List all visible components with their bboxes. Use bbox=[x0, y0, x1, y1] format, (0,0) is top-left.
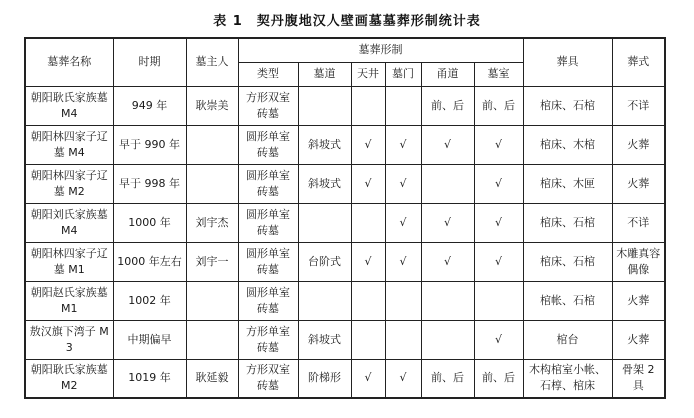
check-mark-cell: √ bbox=[351, 242, 385, 281]
table-cell: 火葬 bbox=[612, 320, 665, 359]
table-row bbox=[25, 86, 665, 125]
table-cell: 不详 bbox=[612, 203, 665, 242]
check-mark-cell: √ bbox=[385, 242, 421, 281]
table-cell: 棺床、石棺 bbox=[523, 86, 612, 125]
table-cell: 前、后 bbox=[474, 86, 523, 125]
check-mark-cell: √ bbox=[421, 242, 474, 281]
table-cell: 棺床、石棺 bbox=[523, 242, 612, 281]
table-cell: 前、后 bbox=[474, 359, 523, 398]
check-mark-cell: √ bbox=[474, 320, 523, 359]
table-cell: 棺床、木棺 bbox=[523, 125, 612, 164]
check-mark-cell: √ bbox=[351, 164, 385, 203]
check-mark-cell: √ bbox=[385, 164, 421, 203]
table-cell: 木构棺室小帐、石椁、棺床 bbox=[523, 359, 612, 398]
table-cell bbox=[298, 281, 351, 320]
table-cell: 耿延毅 bbox=[186, 359, 238, 398]
table-cell: 1002 年 bbox=[113, 281, 186, 320]
table-cell: 朝阳林四家子辽墓 M1 bbox=[25, 242, 113, 281]
header-form-group: 墓葬形制 bbox=[238, 38, 523, 62]
table-cell bbox=[186, 320, 238, 359]
table-cell: 朝阳耿氏家族墓 M2 bbox=[25, 359, 113, 398]
check-mark-cell: √ bbox=[385, 359, 421, 398]
table-cell: 斜坡式 bbox=[298, 320, 351, 359]
statistics-table bbox=[24, 37, 666, 399]
table-cell bbox=[298, 203, 351, 242]
header-form-skylight: 天井 bbox=[351, 62, 385, 86]
table-cell: 木雕真容偶像 bbox=[612, 242, 665, 281]
table-cell bbox=[421, 281, 474, 320]
table-cell bbox=[351, 281, 385, 320]
header-form-corridor: 甬道 bbox=[421, 62, 474, 86]
header-row-1 bbox=[25, 38, 665, 62]
header-burial-style: 葬式 bbox=[612, 38, 665, 86]
check-mark-cell: √ bbox=[421, 125, 474, 164]
header-owner: 墓主人 bbox=[186, 38, 238, 86]
table-cell: 棺床、木匣 bbox=[523, 164, 612, 203]
table-row bbox=[25, 242, 665, 281]
table-cell: 方形双室砖墓 bbox=[238, 359, 298, 398]
table-cell: 刘宇杰 bbox=[186, 203, 238, 242]
table-cell: 棺帐、石棺 bbox=[523, 281, 612, 320]
table-cell: 方形双室砖墓 bbox=[238, 86, 298, 125]
header-form-passage: 墓道 bbox=[298, 62, 351, 86]
header-tomb-name: 墓葬名称 bbox=[25, 38, 113, 86]
table-cell bbox=[186, 164, 238, 203]
table-cell: 1000 年 bbox=[113, 203, 186, 242]
header-form-chamber: 墓室 bbox=[474, 62, 523, 86]
table-cell: 圆形单室砖墓 bbox=[238, 125, 298, 164]
table-row bbox=[25, 281, 665, 320]
table-cell: 火葬 bbox=[612, 164, 665, 203]
table-cell bbox=[385, 281, 421, 320]
table-title: 表 1 契丹腹地汉人壁画墓墓葬形制统计表 bbox=[213, 14, 481, 29]
check-mark-cell: √ bbox=[351, 359, 385, 398]
table-cell: 圆形单室砖墓 bbox=[238, 164, 298, 203]
table-cell: 棺床、石棺 bbox=[523, 203, 612, 242]
table-row bbox=[25, 203, 665, 242]
table-cell: 早于 998 年 bbox=[113, 164, 186, 203]
table-cell: 朝阳林四家子辽墓 M4 bbox=[25, 125, 113, 164]
table-body bbox=[25, 86, 665, 398]
table-cell: 棺台 bbox=[523, 320, 612, 359]
table-cell bbox=[298, 86, 351, 125]
table-cell: 斜坡式 bbox=[298, 164, 351, 203]
table-cell: 斜坡式 bbox=[298, 125, 351, 164]
check-mark-cell: √ bbox=[474, 203, 523, 242]
table-cell bbox=[385, 86, 421, 125]
table-cell: 圆形单室砖墓 bbox=[238, 203, 298, 242]
table-cell: 刘宇一 bbox=[186, 242, 238, 281]
table-cell bbox=[474, 281, 523, 320]
header-form-gate: 墓门 bbox=[385, 62, 421, 86]
table-cell: 圆形单室砖墓 bbox=[238, 281, 298, 320]
table-cell bbox=[385, 320, 421, 359]
table-cell: 不详 bbox=[612, 86, 665, 125]
check-mark-cell: √ bbox=[385, 203, 421, 242]
table-cell: 耿崇美 bbox=[186, 86, 238, 125]
table-cell: 朝阳林四家子辽墓 M2 bbox=[25, 164, 113, 203]
table-row bbox=[25, 359, 665, 398]
table-cell bbox=[351, 86, 385, 125]
table-cell: 朝阳赵氏家族墓 M1 bbox=[25, 281, 113, 320]
table-cell bbox=[421, 164, 474, 203]
table-cell: 火葬 bbox=[612, 281, 665, 320]
table-cell: 早于 990 年 bbox=[113, 125, 186, 164]
check-mark-cell: √ bbox=[385, 125, 421, 164]
table-cell: 前、后 bbox=[421, 86, 474, 125]
table-cell bbox=[186, 281, 238, 320]
table-cell: 阶梯形 bbox=[298, 359, 351, 398]
header-form-type: 类型 bbox=[238, 62, 298, 86]
table-cell: 圆形单室砖墓 bbox=[238, 242, 298, 281]
header-period: 时期 bbox=[113, 38, 186, 86]
table-cell: 火葬 bbox=[612, 125, 665, 164]
check-mark-cell: √ bbox=[351, 125, 385, 164]
table-row bbox=[25, 164, 665, 203]
table-cell bbox=[186, 125, 238, 164]
table-header bbox=[25, 38, 665, 86]
header-implements: 葬具 bbox=[523, 38, 612, 86]
table-cell: 1019 年 bbox=[113, 359, 186, 398]
table-cell: 台阶式 bbox=[298, 242, 351, 281]
table-cell bbox=[351, 320, 385, 359]
table-cell bbox=[421, 320, 474, 359]
table-cell: 949 年 bbox=[113, 86, 186, 125]
table-cell: 中期偏早 bbox=[113, 320, 186, 359]
check-mark-cell: √ bbox=[474, 164, 523, 203]
table-row bbox=[25, 320, 665, 359]
table-cell: 朝阳耿氏家族墓 M4 bbox=[25, 86, 113, 125]
table-row bbox=[25, 125, 665, 164]
table-cell bbox=[351, 203, 385, 242]
table-cell: 方形单室砖墓 bbox=[238, 320, 298, 359]
table-cell: 骨架 2 具 bbox=[612, 359, 665, 398]
check-mark-cell: √ bbox=[421, 203, 474, 242]
table-cell: 1000 年左右 bbox=[113, 242, 186, 281]
check-mark-cell: √ bbox=[474, 125, 523, 164]
table-cell: 朝阳刘氏家族墓 M4 bbox=[25, 203, 113, 242]
table-cell: 敖汉旗下湾子 M3 bbox=[25, 320, 113, 359]
table-cell: 前、后 bbox=[421, 359, 474, 398]
check-mark-cell: √ bbox=[474, 242, 523, 281]
